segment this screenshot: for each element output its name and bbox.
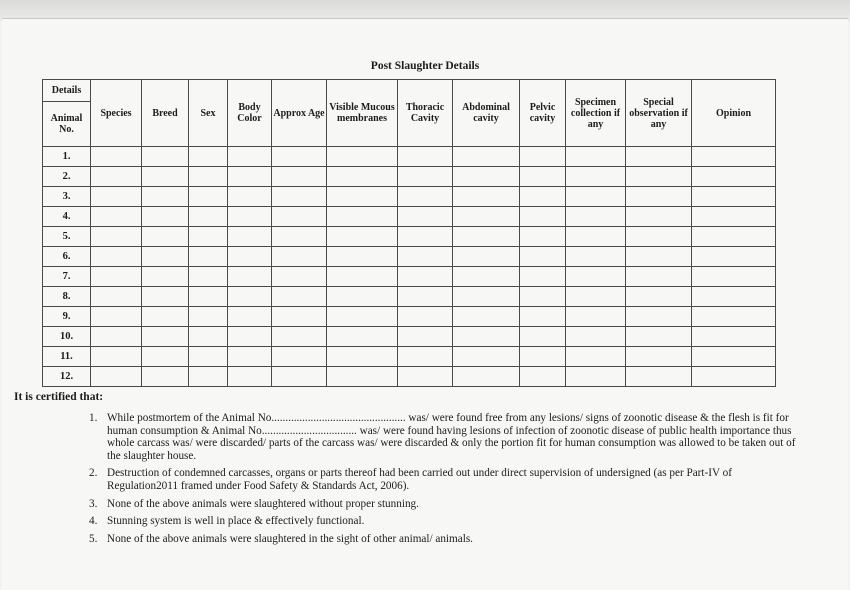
table-cell[interactable] — [626, 207, 692, 227]
table-cell[interactable] — [520, 247, 566, 267]
table-cell[interactable] — [142, 207, 189, 227]
table-cell[interactable] — [142, 267, 189, 287]
animal-number-cell: 7. — [43, 267, 91, 287]
table-row — [43, 247, 776, 267]
table-cell[interactable] — [228, 227, 272, 247]
table-cell[interactable] — [228, 327, 272, 347]
table-cell[interactable] — [91, 267, 142, 287]
table-cell[interactable] — [327, 367, 398, 387]
table-cell[interactable] — [626, 347, 692, 367]
table-cell[interactable] — [272, 187, 327, 207]
table-cell[interactable] — [189, 307, 228, 327]
animal-number-cell: 12. — [43, 367, 91, 387]
table-cell[interactable] — [692, 147, 776, 167]
certification-item: 2. Destruction of condemned carcasses, organs or parts thereof had been carried out under direct supervision of undersigned (as per Part-IV of Regulation2011 framed under Food Safety & Standards Act, 2006). — [89, 467, 732, 492]
table-cell[interactable] — [692, 367, 776, 387]
page-title: Post Slaughter Details — [370, 60, 480, 72]
post-slaughter-table — [42, 79, 776, 387]
table-cell[interactable] — [228, 267, 272, 287]
table-cell[interactable] — [189, 147, 228, 167]
table-cell[interactable] — [272, 167, 327, 187]
table-cell[interactable] — [228, 367, 272, 387]
table-cell[interactable] — [272, 267, 327, 287]
table-cell[interactable] — [626, 307, 692, 327]
table-cell[interactable] — [692, 327, 776, 347]
table-cell[interactable] — [520, 347, 566, 367]
table-cell[interactable] — [398, 347, 453, 367]
table-cell[interactable] — [327, 327, 398, 347]
table-cell[interactable] — [228, 207, 272, 227]
table-cell[interactable] — [566, 227, 626, 247]
animal-number-cell: 4. — [43, 207, 91, 227]
column-header: Sex — [189, 80, 228, 147]
table-cell[interactable] — [272, 367, 327, 387]
table-cell[interactable] — [398, 227, 453, 247]
table-cell[interactable] — [692, 287, 776, 307]
column-header: Visible Mucous membranes — [327, 80, 398, 147]
table-cell[interactable] — [228, 147, 272, 167]
table-cell[interactable] — [453, 147, 520, 167]
column-header: Species — [91, 80, 142, 147]
certification-heading: It is certified that: — [14, 391, 104, 403]
table-cell[interactable] — [453, 287, 520, 307]
column-header: Approx Age — [272, 80, 327, 147]
table-cell[interactable] — [91, 187, 142, 207]
table-row — [43, 267, 776, 287]
table-cell[interactable] — [142, 247, 189, 267]
table-cell[interactable] — [142, 227, 189, 247]
table-row — [43, 307, 776, 327]
animal-number-cell: 2. — [43, 167, 91, 187]
table-cell[interactable] — [142, 287, 189, 307]
animal-number-cell: 10. — [43, 327, 91, 347]
column-header: Opinion — [692, 80, 776, 147]
table-cell[interactable] — [520, 367, 566, 387]
table-cell[interactable] — [566, 367, 626, 387]
table-cell[interactable] — [189, 247, 228, 267]
column-header: Thoracic Cavity — [398, 80, 453, 147]
table-cell[interactable] — [189, 167, 228, 187]
table-cell[interactable] — [566, 247, 626, 267]
table-cell[interactable] — [327, 167, 398, 187]
table-cell[interactable] — [692, 167, 776, 187]
table-cell[interactable] — [91, 247, 142, 267]
certification-item: 5. None of the above animals were slaughtered in the sight of other animal/ animals. — [89, 532, 473, 545]
table-cell[interactable] — [91, 287, 142, 307]
table-cell[interactable] — [91, 207, 142, 227]
table-row — [43, 207, 776, 227]
table-cell[interactable] — [189, 187, 228, 207]
certification-item: 3. None of the above animals were slaughtered without proper stunning. — [89, 497, 419, 510]
table-cell[interactable] — [91, 347, 142, 367]
table-cell[interactable] — [228, 167, 272, 187]
animal-number-cell: 6. — [43, 247, 91, 267]
table-cell[interactable] — [91, 227, 142, 247]
table-cell[interactable] — [327, 347, 398, 367]
animal-number-cell: 9. — [43, 307, 91, 327]
table-cell[interactable] — [398, 167, 453, 187]
table-cell[interactable] — [692, 207, 776, 227]
column-header: Breed — [142, 80, 189, 147]
column-header: Special observation if any — [626, 80, 692, 147]
table-cell[interactable] — [520, 307, 566, 327]
table-cell[interactable] — [272, 327, 327, 347]
table-cell[interactable] — [189, 347, 228, 367]
table-cell[interactable] — [692, 247, 776, 267]
table-cell[interactable] — [228, 287, 272, 307]
table-cell[interactable] — [520, 147, 566, 167]
table-cell[interactable] — [520, 267, 566, 287]
table-cell[interactable] — [626, 167, 692, 187]
column-header: Abdominal cavity — [453, 80, 520, 147]
table-cell[interactable] — [228, 247, 272, 267]
table-row — [43, 167, 776, 187]
table-cell[interactable] — [327, 147, 398, 167]
table-row — [43, 227, 776, 247]
column-header: Pelvic cavity — [520, 80, 566, 147]
table-cell[interactable] — [626, 147, 692, 167]
table-cell[interactable] — [692, 347, 776, 367]
certification-item: 4. Stunning system is well in place & effectively functional. — [89, 515, 365, 528]
table-cell[interactable] — [91, 307, 142, 327]
table-cell[interactable] — [142, 147, 189, 167]
table-cell[interactable] — [520, 287, 566, 307]
table-row — [43, 147, 776, 167]
table-cell[interactable] — [626, 267, 692, 287]
table-cell[interactable] — [398, 207, 453, 227]
table-cell[interactable] — [228, 187, 272, 207]
table-row — [43, 287, 776, 307]
table-cell[interactable] — [453, 167, 520, 187]
table-cell[interactable] — [327, 207, 398, 227]
table-cell[interactable] — [566, 347, 626, 367]
animal-number-cell: 11. — [43, 347, 91, 367]
table-cell[interactable] — [520, 207, 566, 227]
table-cell[interactable] — [228, 347, 272, 367]
table-cell[interactable] — [453, 347, 520, 367]
table-cell[interactable] — [566, 307, 626, 327]
table-cell[interactable] — [142, 167, 189, 187]
table-cell[interactable] — [566, 327, 626, 347]
table-cell[interactable] — [453, 227, 520, 247]
certification-list — [80, 412, 805, 550]
table-cell[interactable] — [453, 187, 520, 207]
table-cell[interactable] — [228, 307, 272, 327]
table-cell[interactable] — [398, 187, 453, 207]
table-cell[interactable] — [142, 307, 189, 327]
details-header: Details — [43, 80, 91, 102]
animal-number-cell: 8. — [43, 287, 91, 307]
table-cell[interactable] — [626, 247, 692, 267]
table-cell[interactable] — [692, 267, 776, 287]
table-cell[interactable] — [520, 327, 566, 347]
table-cell[interactable] — [327, 287, 398, 307]
animal-no-header: Animal No. — [43, 102, 91, 147]
table-cell[interactable] — [566, 167, 626, 187]
table-cell[interactable] — [398, 327, 453, 347]
table-row — [43, 327, 776, 347]
table-cell[interactable] — [189, 287, 228, 307]
table-cell[interactable] — [626, 287, 692, 307]
animal-number-cell: 3. — [43, 187, 91, 207]
table-cell[interactable] — [453, 327, 520, 347]
table-row — [43, 367, 776, 387]
table-cell[interactable] — [453, 307, 520, 327]
table-cell[interactable] — [189, 227, 228, 247]
table-cell[interactable] — [626, 327, 692, 347]
table-cell[interactable] — [272, 287, 327, 307]
table-row — [43, 187, 776, 207]
table-cell[interactable] — [327, 187, 398, 207]
table-cell[interactable] — [142, 367, 189, 387]
table-cell[interactable] — [327, 307, 398, 327]
table-cell[interactable] — [189, 267, 228, 287]
table-cell[interactable] — [398, 307, 453, 327]
table-cell[interactable] — [272, 347, 327, 367]
table-cell[interactable] — [520, 167, 566, 187]
certification-item: 1. While postmortem of the Animal No................................................ was/ were found free from any lesions/ signs of zoonotic disease & the flesh is fit for human consumption & Animal No.................................. was/ were found having lesions of infection of zoonotic disease of public health importance thus whole carcass was/ were discarded/ parts of the carcass was/ were discarded & only the portion fit for human consumption was allowed to be taken out of the slaughter house. — [89, 412, 796, 462]
table-cell[interactable] — [398, 287, 453, 307]
table-cell[interactable] — [626, 187, 692, 207]
table-cell[interactable] — [692, 227, 776, 247]
table-cell[interactable] — [91, 147, 142, 167]
table-cell[interactable] — [91, 327, 142, 347]
table-cell[interactable] — [453, 207, 520, 227]
table-cell[interactable] — [189, 327, 228, 347]
table-row — [43, 347, 776, 367]
table-cell[interactable] — [566, 207, 626, 227]
table-cell[interactable] — [272, 247, 327, 267]
table-cell[interactable] — [272, 147, 327, 167]
animal-number-cell: 1. — [43, 147, 91, 167]
table-cell[interactable] — [142, 187, 189, 207]
table-cell[interactable] — [91, 167, 142, 187]
table-cell[interactable] — [520, 187, 566, 207]
table-cell[interactable] — [566, 287, 626, 307]
table-cell[interactable] — [520, 227, 566, 247]
table-cell[interactable] — [453, 247, 520, 267]
table-cell[interactable] — [453, 367, 520, 387]
table-cell[interactable] — [142, 347, 189, 367]
table-cell[interactable] — [91, 367, 142, 387]
animal-number-cell: 5. — [43, 227, 91, 247]
table-cell[interactable] — [566, 267, 626, 287]
column-header: Specimen collection if any — [566, 80, 626, 147]
table-cell[interactable] — [272, 227, 327, 247]
table-cell[interactable] — [327, 247, 398, 267]
table-cell[interactable] — [398, 247, 453, 267]
table-cell[interactable] — [398, 367, 453, 387]
table-cell[interactable] — [272, 207, 327, 227]
table-cell[interactable] — [398, 267, 453, 287]
column-header: Body Color — [228, 80, 272, 147]
table-cell[interactable] — [272, 307, 327, 327]
table-cell[interactable] — [626, 227, 692, 247]
table-cell[interactable] — [626, 367, 692, 387]
table-cell[interactable] — [189, 207, 228, 227]
table-cell[interactable] — [327, 267, 398, 287]
table-cell[interactable] — [453, 267, 520, 287]
table-cell[interactable] — [692, 187, 776, 207]
table-cell[interactable] — [566, 147, 626, 167]
table-cell[interactable] — [327, 227, 398, 247]
table-cell[interactable] — [142, 327, 189, 347]
table-cell[interactable] — [189, 367, 228, 387]
table-cell[interactable] — [692, 307, 776, 327]
table-cell[interactable] — [398, 147, 453, 167]
table-cell[interactable] — [566, 187, 626, 207]
